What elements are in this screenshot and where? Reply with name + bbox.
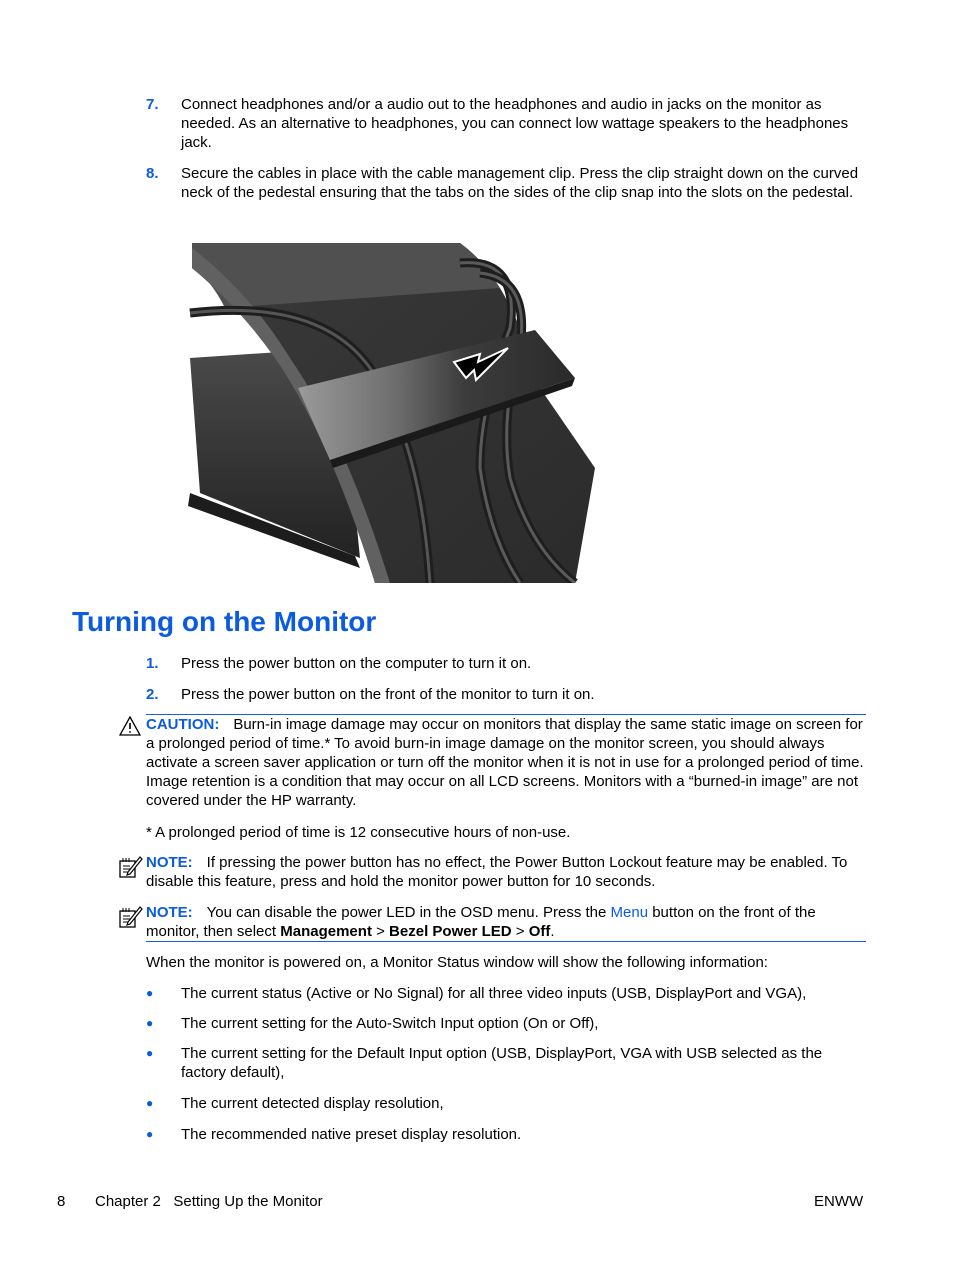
list-item-text: The current setting for the Auto-Switch Input option (On or Off), xyxy=(181,1015,599,1032)
note-text: You can disable the power LED in the OSD menu. Press the xyxy=(206,904,611,921)
bullet-icon: ● xyxy=(146,1016,154,1030)
step-text: Connect headphones and/or a audio out to the headphones and audio in jacks on the monitor as needed. As an alternative to headphones, you can connect low wattage speakers to the headphones jack. xyxy=(181,96,849,151)
chapter-title: Chapter 2 Setting Up the Monitor xyxy=(95,1193,323,1210)
note-label: NOTE: xyxy=(146,904,193,921)
menu-path-off: Off xyxy=(528,923,551,940)
note-block-2 xyxy=(146,903,866,941)
step-text: Press the power button on the front of the monitor to turn it on. xyxy=(181,686,595,703)
list-item-text: The recommended native preset display resolution. xyxy=(181,1126,522,1143)
step-number: 8. xyxy=(146,165,159,182)
note-icon xyxy=(119,855,143,879)
note-text-end: . xyxy=(550,923,555,940)
menu-link[interactable]: Menu xyxy=(610,904,649,921)
menu-path-separator: > xyxy=(371,923,390,940)
menu-path-bezel-power-led: Bezel Power LED xyxy=(389,923,512,940)
list-item-text: The current status (Active or No Signal) for all three video inputs (USB, DisplayPort and VGA), xyxy=(181,985,807,1002)
note-icon xyxy=(119,905,143,929)
footer-right-label: ENWW xyxy=(814,1193,864,1210)
caution-text: Burn-in image damage may occur on monitors that display the same static image on screen for a prolonged period of time.* To avoid burn-in image damage on the monitor screen, you should always activate a screen saver application or turn off the monitor when it is not in use for a prolonged period of time. Image retention is a condition that may occur on all LCD screens. Monitors with a “burned-in image” are not covered under the HP warranty. xyxy=(146,716,864,809)
note-text: If pressing the power button has no effect, the Power Button Lockout feature may be enabled. To disable this feature, press and hold the monitor power button for 10 seconds. xyxy=(146,854,848,890)
note-bottom-rule xyxy=(146,941,866,942)
caution-block xyxy=(146,715,866,810)
step-number: 7. xyxy=(146,96,159,113)
note-block-1 xyxy=(146,853,866,891)
caution-footnote: * A prolonged period of time is 12 consecutive hours of non-use. xyxy=(146,824,571,841)
list-item-text: The current detected display resolution, xyxy=(181,1095,444,1112)
bullet-icon: ● xyxy=(146,1046,154,1060)
menu-path-management: Management xyxy=(280,923,372,940)
section-title: Turning on the Monitor xyxy=(72,606,377,637)
bullet-icon: ● xyxy=(146,1127,154,1141)
bullet-icon: ● xyxy=(146,986,154,1000)
warning-icon xyxy=(119,716,141,736)
status-intro: When the monitor is powered on, a Monitor Status window will show the following information: xyxy=(146,954,768,971)
list-item-text: The current setting for the Default Input option (USB, DisplayPort, VGA with USB selected as the factory default), xyxy=(181,1045,823,1081)
note-label: NOTE: xyxy=(146,854,193,871)
bullet-icon: ● xyxy=(146,1096,154,1110)
cable-clip-illustration xyxy=(180,238,600,583)
caution-label: CAUTION: xyxy=(146,716,220,733)
step-text: Secure the cables in place with the cable management clip. Press the clip straight down on the curved neck of the pedestal ensuring that the tabs on the sides of the clip snap into the slots on the pedestal. xyxy=(181,165,859,201)
step-number: 1. xyxy=(146,655,159,672)
step-number: 2. xyxy=(146,686,159,703)
step-text: Press the power button on the computer to turn it on. xyxy=(181,655,532,672)
menu-path-separator: > xyxy=(511,923,529,940)
page-number: 8 xyxy=(57,1193,66,1210)
note-text: button on the front of the monitor, then select xyxy=(146,904,816,940)
